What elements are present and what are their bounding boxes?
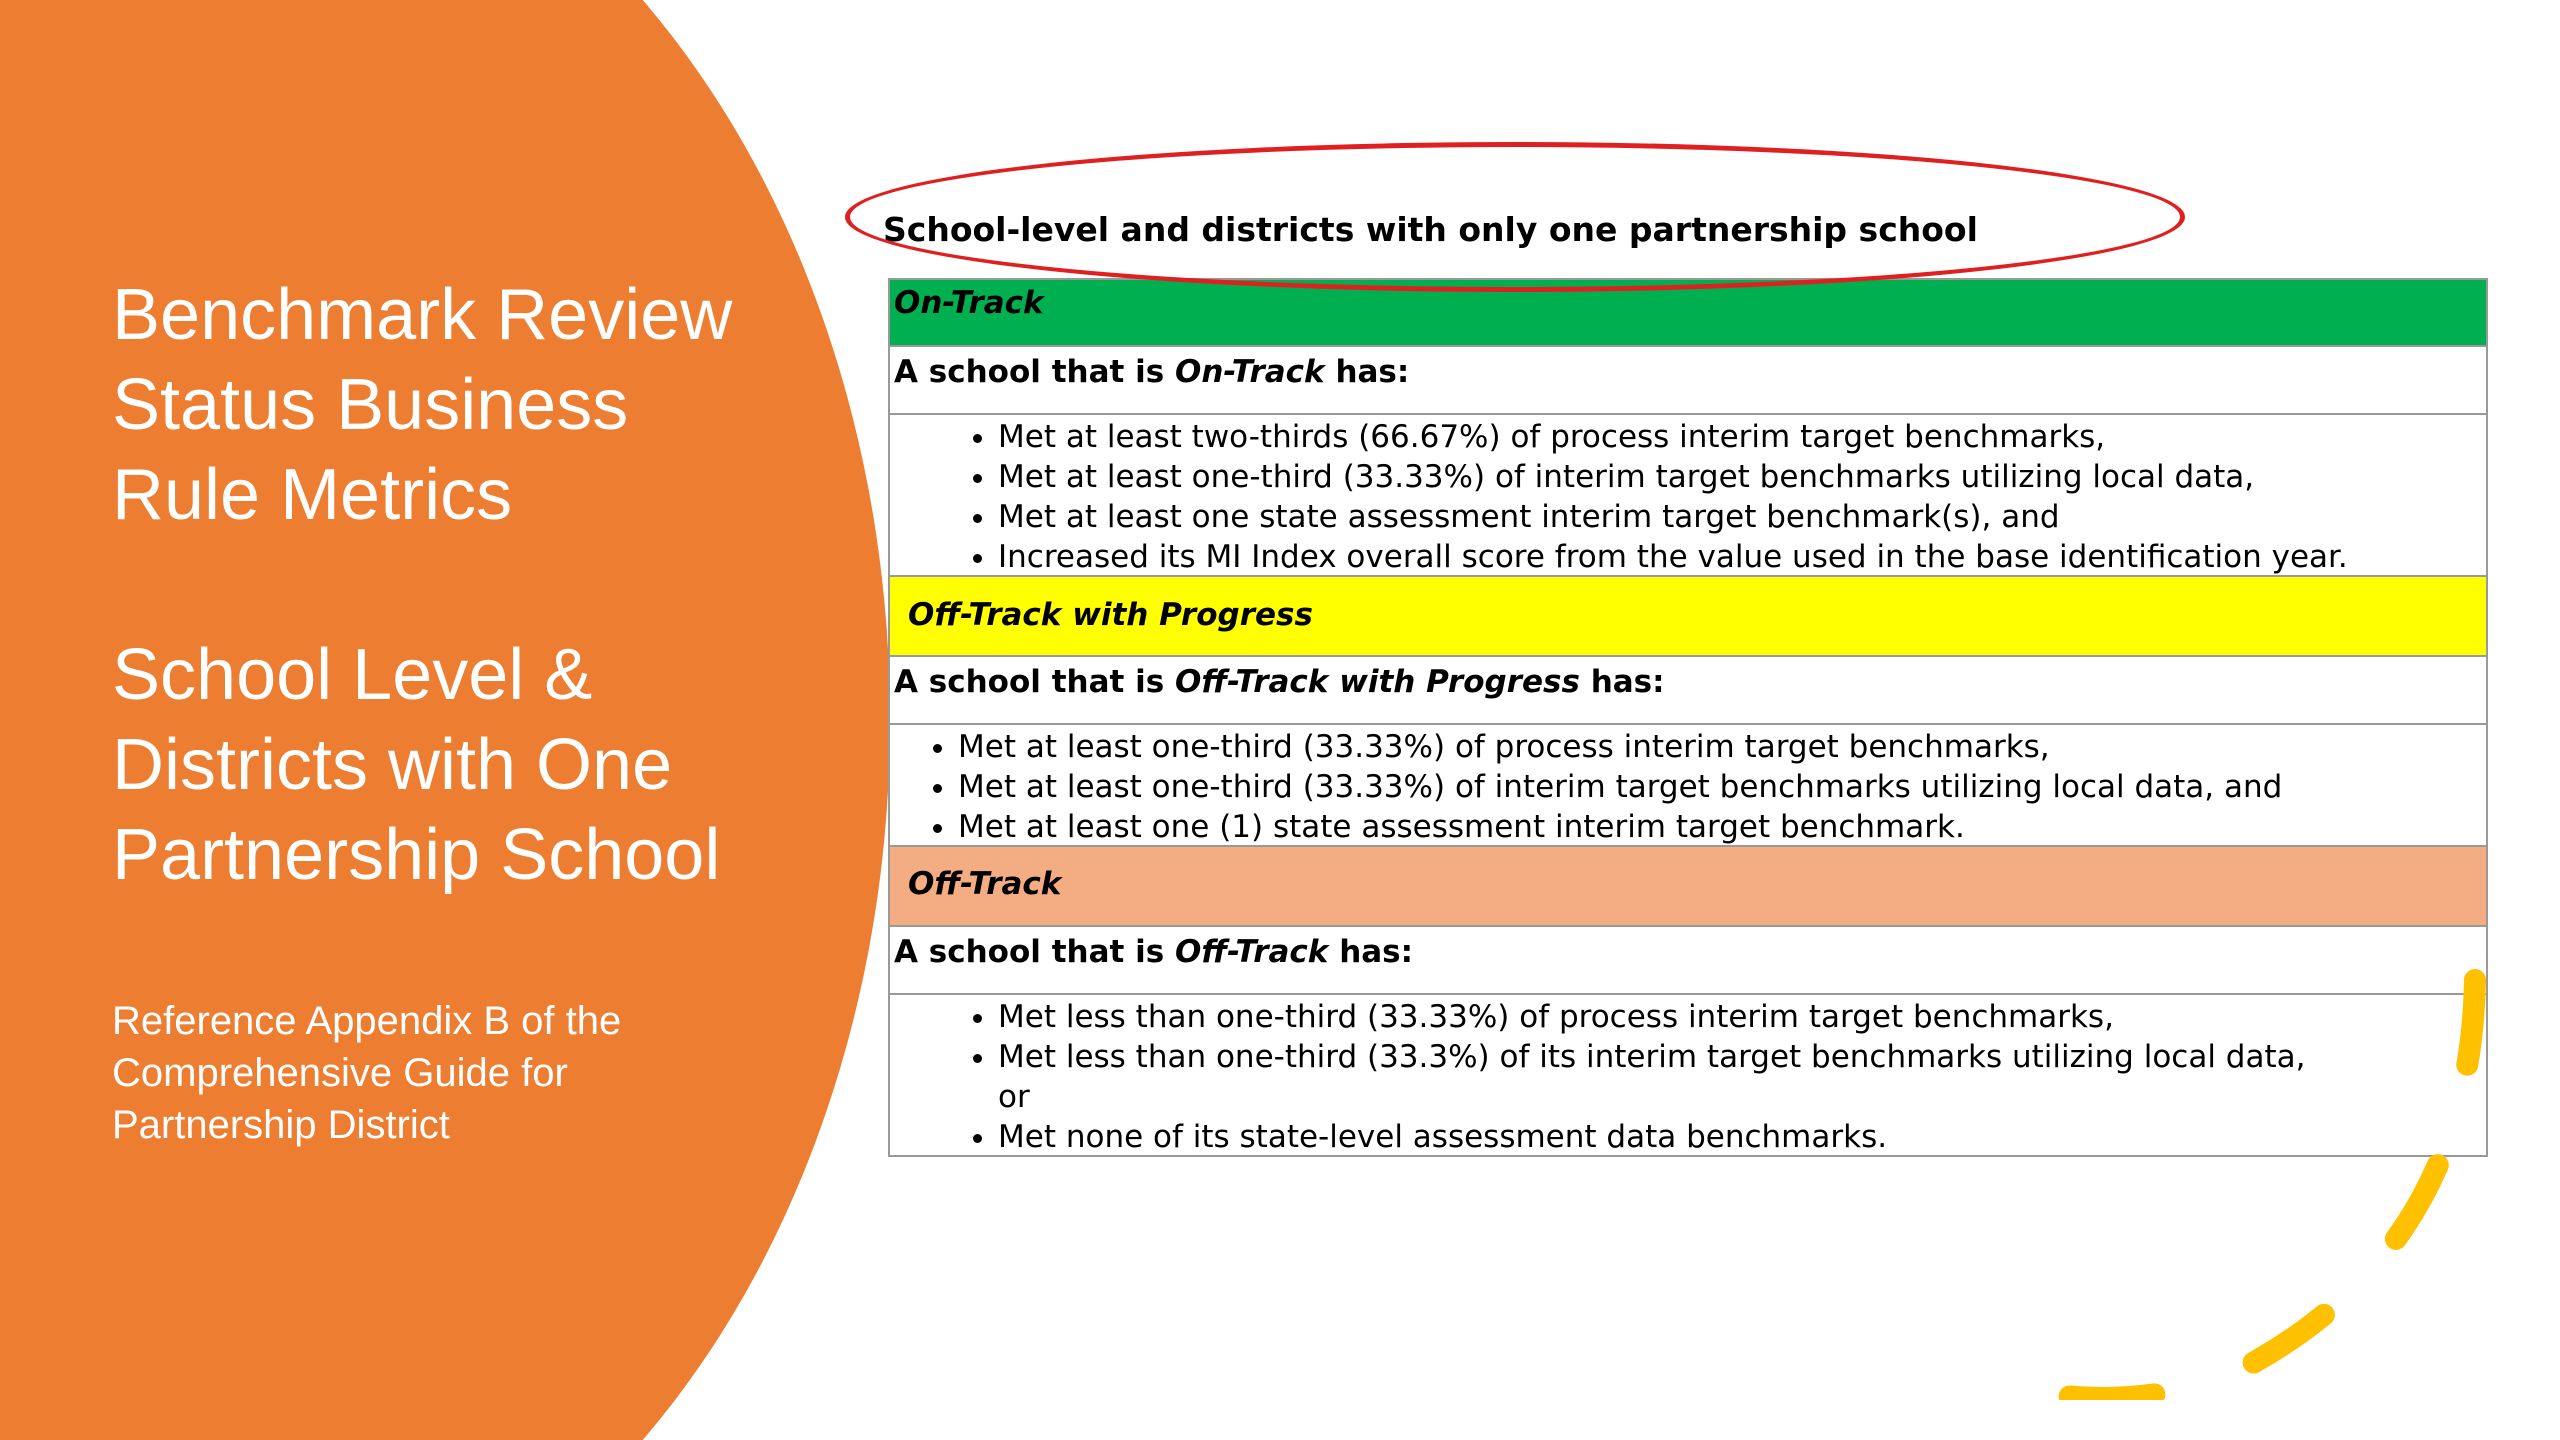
reference-line: Comprehensive Guide for — [112, 1051, 568, 1095]
slide-title-line: Benchmark Review — [112, 275, 733, 355]
has-suffix: has: — [1328, 934, 1414, 970]
has-prefix: A school that is — [894, 354, 1175, 390]
off-track-progress-has-line — [890, 657, 2486, 725]
slide-title-line: Rule Metrics — [112, 455, 513, 535]
on-track-criteria — [890, 415, 2486, 577]
slide-subtitle — [112, 630, 832, 900]
slide-title — [112, 270, 832, 540]
on-track-header: On-Track — [890, 280, 2486, 347]
yellow-dashed-arrow-decoration — [2000, 960, 2500, 1400]
criteria-item: • Increased its MI Index overall score from the value used in the base identification year. — [998, 537, 2486, 577]
has-prefix: A school that is — [894, 664, 1175, 700]
reference-line: Reference Appendix B of the — [112, 999, 622, 1043]
slide-title-line: Status Business — [112, 365, 629, 445]
has-status: Off-Track — [1174, 934, 1329, 970]
criteria-item: • Met at least one-third (33.33%) of interim target benchmarks utilizing local data, — [998, 457, 2486, 497]
slide-subtitle-line: Partnership School — [112, 815, 721, 895]
on-track-has-line — [890, 347, 2486, 415]
off-track-progress-header: Off-Track with Progress — [890, 577, 2486, 657]
has-prefix: A school that is — [894, 934, 1175, 970]
slide-subtitle-line: School Level & — [112, 635, 593, 715]
has-suffix: has: — [1579, 664, 1665, 700]
has-status: On-Track — [1174, 354, 1325, 390]
criteria-item: • Met less than one-third (33.3%) of its interim target benchmarks utilizing local data, or — [998, 1037, 2318, 1117]
criteria-item: • Met less than one-third (33.33%) of process interim target benchmarks, — [998, 997, 2486, 1037]
reference-line: Partnership District — [112, 1103, 450, 1147]
criteria-item: • Met at least one state assessment interim target benchmark(s), and — [998, 497, 2486, 537]
section-heading: School-level and districts with only one partnership school — [883, 210, 1978, 249]
criteria-item: • Met at least one-third (33.33%) of process interim target benchmarks, — [958, 727, 2486, 767]
left-title-panel — [112, 270, 832, 1151]
reference-note — [112, 995, 832, 1151]
criteria-item: • Met at least one (1) state assessment interim target benchmark. — [958, 807, 2486, 847]
slide-subtitle-line: Districts with One — [112, 725, 673, 805]
off-track-header: Off-Track — [890, 847, 2486, 927]
off-track-progress-criteria — [890, 725, 2486, 847]
criteria-item: • Met at least two-thirds (66.67%) of process interim target benchmarks, — [998, 417, 2486, 457]
criteria-item: • Met none of its state-level assessment data benchmarks. — [998, 1117, 2486, 1157]
has-suffix: has: — [1324, 354, 1410, 390]
has-status: Off-Track with Progress — [1174, 664, 1580, 700]
criteria-item: • Met at least one-third (33.33%) of interim target benchmarks utilizing local data, and — [958, 767, 2486, 807]
